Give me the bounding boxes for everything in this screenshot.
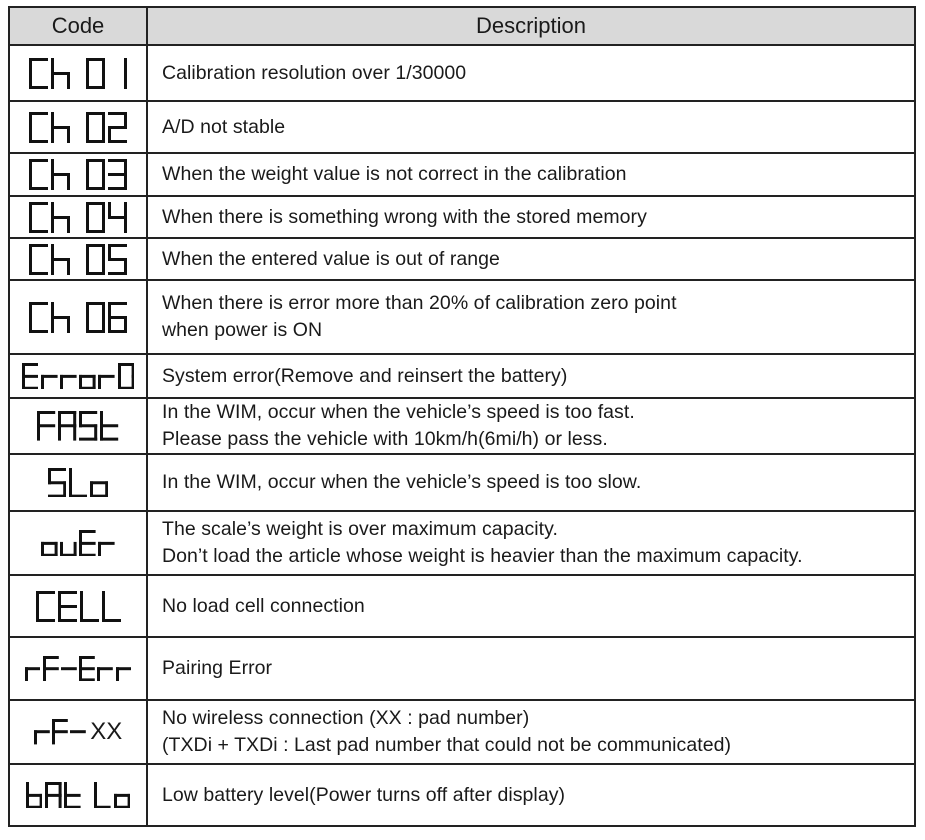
segment-display-code [41, 530, 115, 557]
description-line: when power is ON [162, 319, 323, 341]
description-cell [147, 354, 915, 398]
table-row [9, 354, 915, 398]
error-code-cell [9, 45, 147, 101]
description-line: A/D not stable [162, 115, 286, 138]
description-line: Low battery level(Power turns off after display) [162, 783, 566, 806]
error-code-table [8, 6, 916, 827]
description-cell [147, 511, 915, 575]
description-line: When there is error more than 20% of calibration zero point [162, 292, 677, 314]
description-cell [147, 238, 915, 280]
segment-display-code [29, 302, 127, 333]
description-line: Calibration resolution over 1/30000 [162, 61, 467, 84]
error-code-cell [9, 196, 147, 238]
segment-display-code [29, 244, 127, 275]
segment-display-code [25, 656, 132, 681]
error-code-cell [9, 101, 147, 153]
description-line: In the WIM, occur when the vehicle’s speed is too slow. [162, 471, 642, 493]
table-row [9, 700, 915, 764]
description-line: In the WIM, occur when the vehicle’s speed is too fast. [162, 401, 635, 423]
segment-display-code [29, 202, 127, 233]
table-row [9, 637, 915, 700]
table-row [9, 153, 915, 196]
header-row [9, 7, 915, 45]
description-cell [147, 764, 915, 826]
table-row [9, 511, 915, 575]
description-cell [147, 700, 915, 764]
table-row [9, 196, 915, 238]
segment-display-code [22, 363, 134, 390]
table-row [9, 45, 915, 101]
segment-display-code [34, 718, 123, 746]
table-row [9, 454, 915, 511]
description-cell [147, 45, 915, 101]
error-code-cell [9, 637, 147, 700]
description-cell [147, 153, 915, 196]
description-line: No wireless connection (XX : pad number) [162, 707, 530, 729]
description-line: When the weight value is not correct in the calibration [162, 163, 627, 185]
description-cell [147, 280, 915, 354]
description-line: Don’t load the article whose weight is heavier than the maximum capacity. [162, 545, 803, 567]
table-row [9, 398, 915, 454]
description-line: (TXDi + TXDi : Last pad number that could not be communicated) [162, 734, 732, 756]
error-code-cell [9, 575, 147, 637]
description-line: When there is something wrong with the stored memory [162, 205, 647, 228]
table-row [9, 764, 915, 826]
segment-display-code [26, 782, 130, 809]
error-code-cell [9, 238, 147, 280]
description-line: The scale’s weight is over maximum capacity. [162, 518, 558, 540]
table-row [9, 575, 915, 637]
table-row [9, 101, 915, 153]
code-suffix: XX [90, 718, 123, 745]
error-code-cell [9, 764, 147, 826]
segment-display-code [36, 591, 121, 622]
header-code: Code [9, 7, 147, 45]
description-cell [147, 454, 915, 511]
error-code-cell [9, 700, 147, 764]
error-code-cell [9, 354, 147, 398]
table-row [9, 238, 915, 280]
table-row [9, 280, 915, 354]
segment-display-code [29, 159, 127, 190]
segment-display-code [29, 112, 127, 143]
description-cell [147, 196, 915, 238]
error-code-cell [9, 153, 147, 196]
segment-display-code [48, 468, 108, 498]
segment-display-code [29, 58, 127, 89]
header-description: Description [147, 7, 915, 45]
description-line: No load cell connection [162, 594, 365, 617]
description-cell [147, 575, 915, 637]
description-line: Please pass the vehicle with 10km/h(6mi/h) or less. [162, 428, 608, 450]
description-line: When the entered value is out of range [162, 247, 500, 270]
error-code-cell [9, 454, 147, 511]
error-code-cell [9, 511, 147, 575]
error-code-cell [9, 398, 147, 454]
segment-display-code [37, 411, 118, 441]
description-cell [147, 637, 915, 700]
description-line: Pairing Error [162, 657, 273, 679]
description-cell [147, 398, 915, 454]
description-line: System error(Remove and reinsert the battery) [162, 364, 568, 387]
description-cell [147, 101, 915, 153]
error-code-cell [9, 280, 147, 354]
